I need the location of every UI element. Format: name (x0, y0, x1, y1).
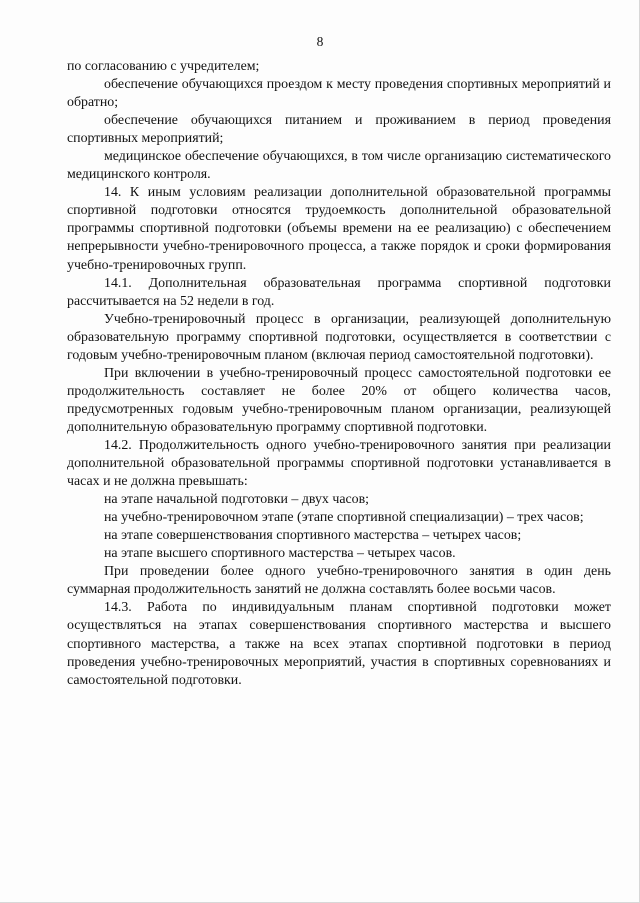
paragraph-section-14: 14. К иным условиям реализации дополнительной образовательной программы спортивной подготовки относятся трудоемкость дополнительной образовательной программы спортивной подготовки (объемы времени на ее реализацию) с обеспечением непрерывности учебно-тренировочного процесса, а также порядок и сроки формирования учебно-тренировочных групп. (67, 185, 611, 273)
paragraph-section-14-2: 14.2. Продолжительность одного учебно-тренировочного занятия при реализации дополнительной образовательной программы спортивной подготовки устанавливается в часах и не должна превышать: (67, 437, 611, 490)
paragraph-stage-highest: на этапе высшего спортивного мастерства – четырех часов. (104, 546, 456, 562)
paragraph-daily-limit: При проведении более одного учебно-тренировочного занятия в один день суммарная продолжительность занятий не должна составлять более восьми часов. (67, 564, 611, 598)
document-body (67, 58, 611, 690)
paragraph-food-accommodation: обеспечение обучающихся питанием и проживанием в период проведения спортивных мероприятий; (67, 113, 611, 147)
paragraph-section-14-3: 14.3. Работа по индивидуальным планам спортивной подготовки может осуществляться на этапах совершенствования спортивного мастерства и высшего спортивного мастерства, а также на всех этапах спортивной подготовки в период проведения учебно-тренировочных мероприятий, участия в спортивных соревнованиях и самостоятельной подготовки. (67, 600, 611, 688)
paragraph-section-14-1: 14.1. Дополнительная образовательная программа спортивной подготовки рассчитывается на 52 недели в год. (67, 275, 611, 309)
paragraph-transport: обеспечение обучающихся проездом к месту проведения спортивных мероприятий и обратно; (67, 77, 611, 111)
page-number: 8 (316, 34, 324, 49)
paragraph-stage-training: на учебно-тренировочном этапе (этапе спортивной специализации) – трех часов; (104, 510, 584, 526)
paragraph-stage-improvement: на этапе совершенствования спортивного мастерства – четырех часов; (104, 528, 522, 544)
paragraph-medical: медицинское обеспечение обучающихся, в том числе организацию систематического медицинского контроля. (67, 149, 611, 183)
paragraph-self-training: При включении в учебно-тренировочный процесс самостоятельной подготовки ее продолжительность составляет не более 20% от общего количества часов, предусмотренных годовым учебно-тренировочным планом организации, реализующей дополнительную образовательную программу спортивной подготовки. (67, 365, 611, 435)
paragraph-continuation: по согласованию с учредителем; (67, 59, 260, 74)
paragraph-stage-initial: на этапе начальной подготовки – двух часов; (104, 492, 370, 508)
paragraph-training-process: Учебно-тренировочный процесс в организации, реализующей дополнительную образовательную программу спортивной подготовки, осуществляется в соответствии с годовым учебно-тренировочным планом (включая период самостоятельной подготовки). (67, 311, 611, 363)
